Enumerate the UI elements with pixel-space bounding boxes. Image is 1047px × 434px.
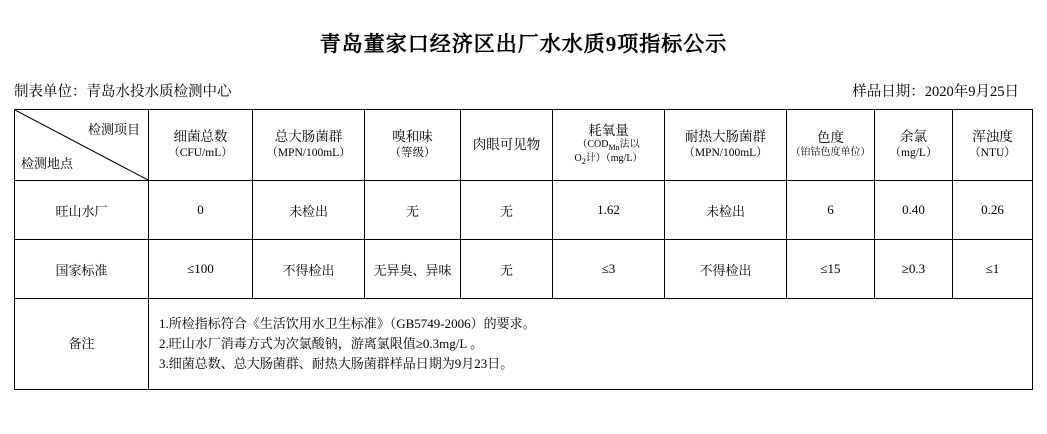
footer-notes [149, 299, 1033, 390]
cell-total-coliform: 不得检出 [253, 240, 365, 299]
column-name: 嗅和味 [392, 129, 433, 145]
column-name: 肉眼可见物 [472, 136, 541, 152]
sample-date-label: 样品日期：2020年9月25日 [852, 84, 1019, 100]
document-page [0, 28, 1047, 434]
cell-thermotolerant-coliform: 未检出 [665, 181, 787, 240]
cell-chromaticity: 6 [787, 181, 875, 240]
column-header-turbidity [953, 110, 1033, 181]
column-header-residual-chlorine [875, 110, 953, 181]
cell-thermotolerant-coliform: 不得检出 [665, 240, 787, 299]
cell-oxygen-consumption: ≤3 [553, 240, 665, 299]
column-unit: （铂钴色度单位） [790, 147, 871, 159]
column-unit: （MPN/100mL） [683, 147, 768, 160]
cell-visible-matter: 无 [461, 240, 553, 299]
cell-bacteria: 0 [149, 181, 253, 240]
column-unit: （mg/L） [889, 147, 938, 160]
column-header-total-coliform [253, 110, 365, 181]
column-header-bacteria [149, 110, 253, 181]
column-header-visible-matter [461, 110, 553, 181]
column-name: 耐热大肠菌群 [685, 129, 766, 145]
table-row [15, 240, 1033, 299]
row-label-plant: 旺山水厂 [15, 181, 149, 240]
table-row [15, 181, 1033, 240]
meta-row [14, 80, 1033, 101]
cell-odor-taste: 无异臭、异味 [365, 240, 461, 299]
column-unit: （等级） [389, 147, 436, 160]
row-label-national-standard: 国家标准 [15, 240, 149, 299]
column-header-chromaticity [787, 110, 875, 181]
cell-residual-chlorine: 0.40 [875, 181, 953, 240]
cell-residual-chlorine: ≥0.3 [875, 240, 953, 299]
cell-turbidity: 0.26 [953, 181, 1033, 240]
corner-header-cell [15, 110, 149, 181]
footer-label: 备注 [15, 299, 149, 390]
footer-note-line: 3.细菌总数、总大肠菌群、耐热大肠菌群样品日期为9月23日。 [159, 356, 514, 372]
column-unit: （MPN/100mL） [266, 147, 351, 160]
column-name: 细菌总数 [173, 129, 228, 145]
cell-odor-taste: 无 [365, 181, 461, 240]
page-title: 青岛董家口经济区出厂水水质9项指标公示 [319, 32, 728, 56]
column-name: 余氯 [900, 129, 927, 145]
column-name: 耗氧量 [588, 122, 629, 138]
column-unit: （NTU） [969, 147, 1016, 160]
footer-note-line: 2.旺山水厂消毒方式为次氯酸钠，游离氯限值≥0.3mg/L 。 [159, 335, 484, 351]
cell-visible-matter: 无 [461, 181, 553, 240]
corner-top-label: 检测项目 [87, 122, 140, 137]
table-header-row [15, 110, 1033, 181]
column-header-odor-taste [365, 110, 461, 181]
column-unit: （CFU/mL） [168, 147, 233, 160]
cell-bacteria: ≤100 [149, 240, 253, 299]
footer-note-line: 1.所检指标符合《生活饮用水卫生标准》（GB5749-2006）的要求。 [159, 315, 536, 331]
column-header-thermotolerant-coliform [665, 110, 787, 181]
cell-chromaticity: ≤15 [787, 240, 875, 299]
column-name: 总大肠菌群 [274, 129, 343, 145]
cell-total-coliform: 未检出 [253, 181, 365, 240]
column-name: 色度 [817, 130, 844, 146]
column-header-oxygen-consumption: 耗氧量 （$COD_{Mn}$法以 $O_2$计）（mg/L） [553, 110, 665, 181]
cell-turbidity: ≤1 [953, 240, 1033, 299]
maker-label: 制表单位：青岛水投水质检测中心 [14, 84, 232, 100]
table-footer-row [15, 299, 1033, 390]
water-quality-table [14, 109, 1033, 390]
corner-bottom-label: 检测地点 [21, 156, 74, 171]
column-name: 浑浊度 [972, 129, 1013, 145]
cell-oxygen-consumption: 1.62 [553, 181, 665, 240]
